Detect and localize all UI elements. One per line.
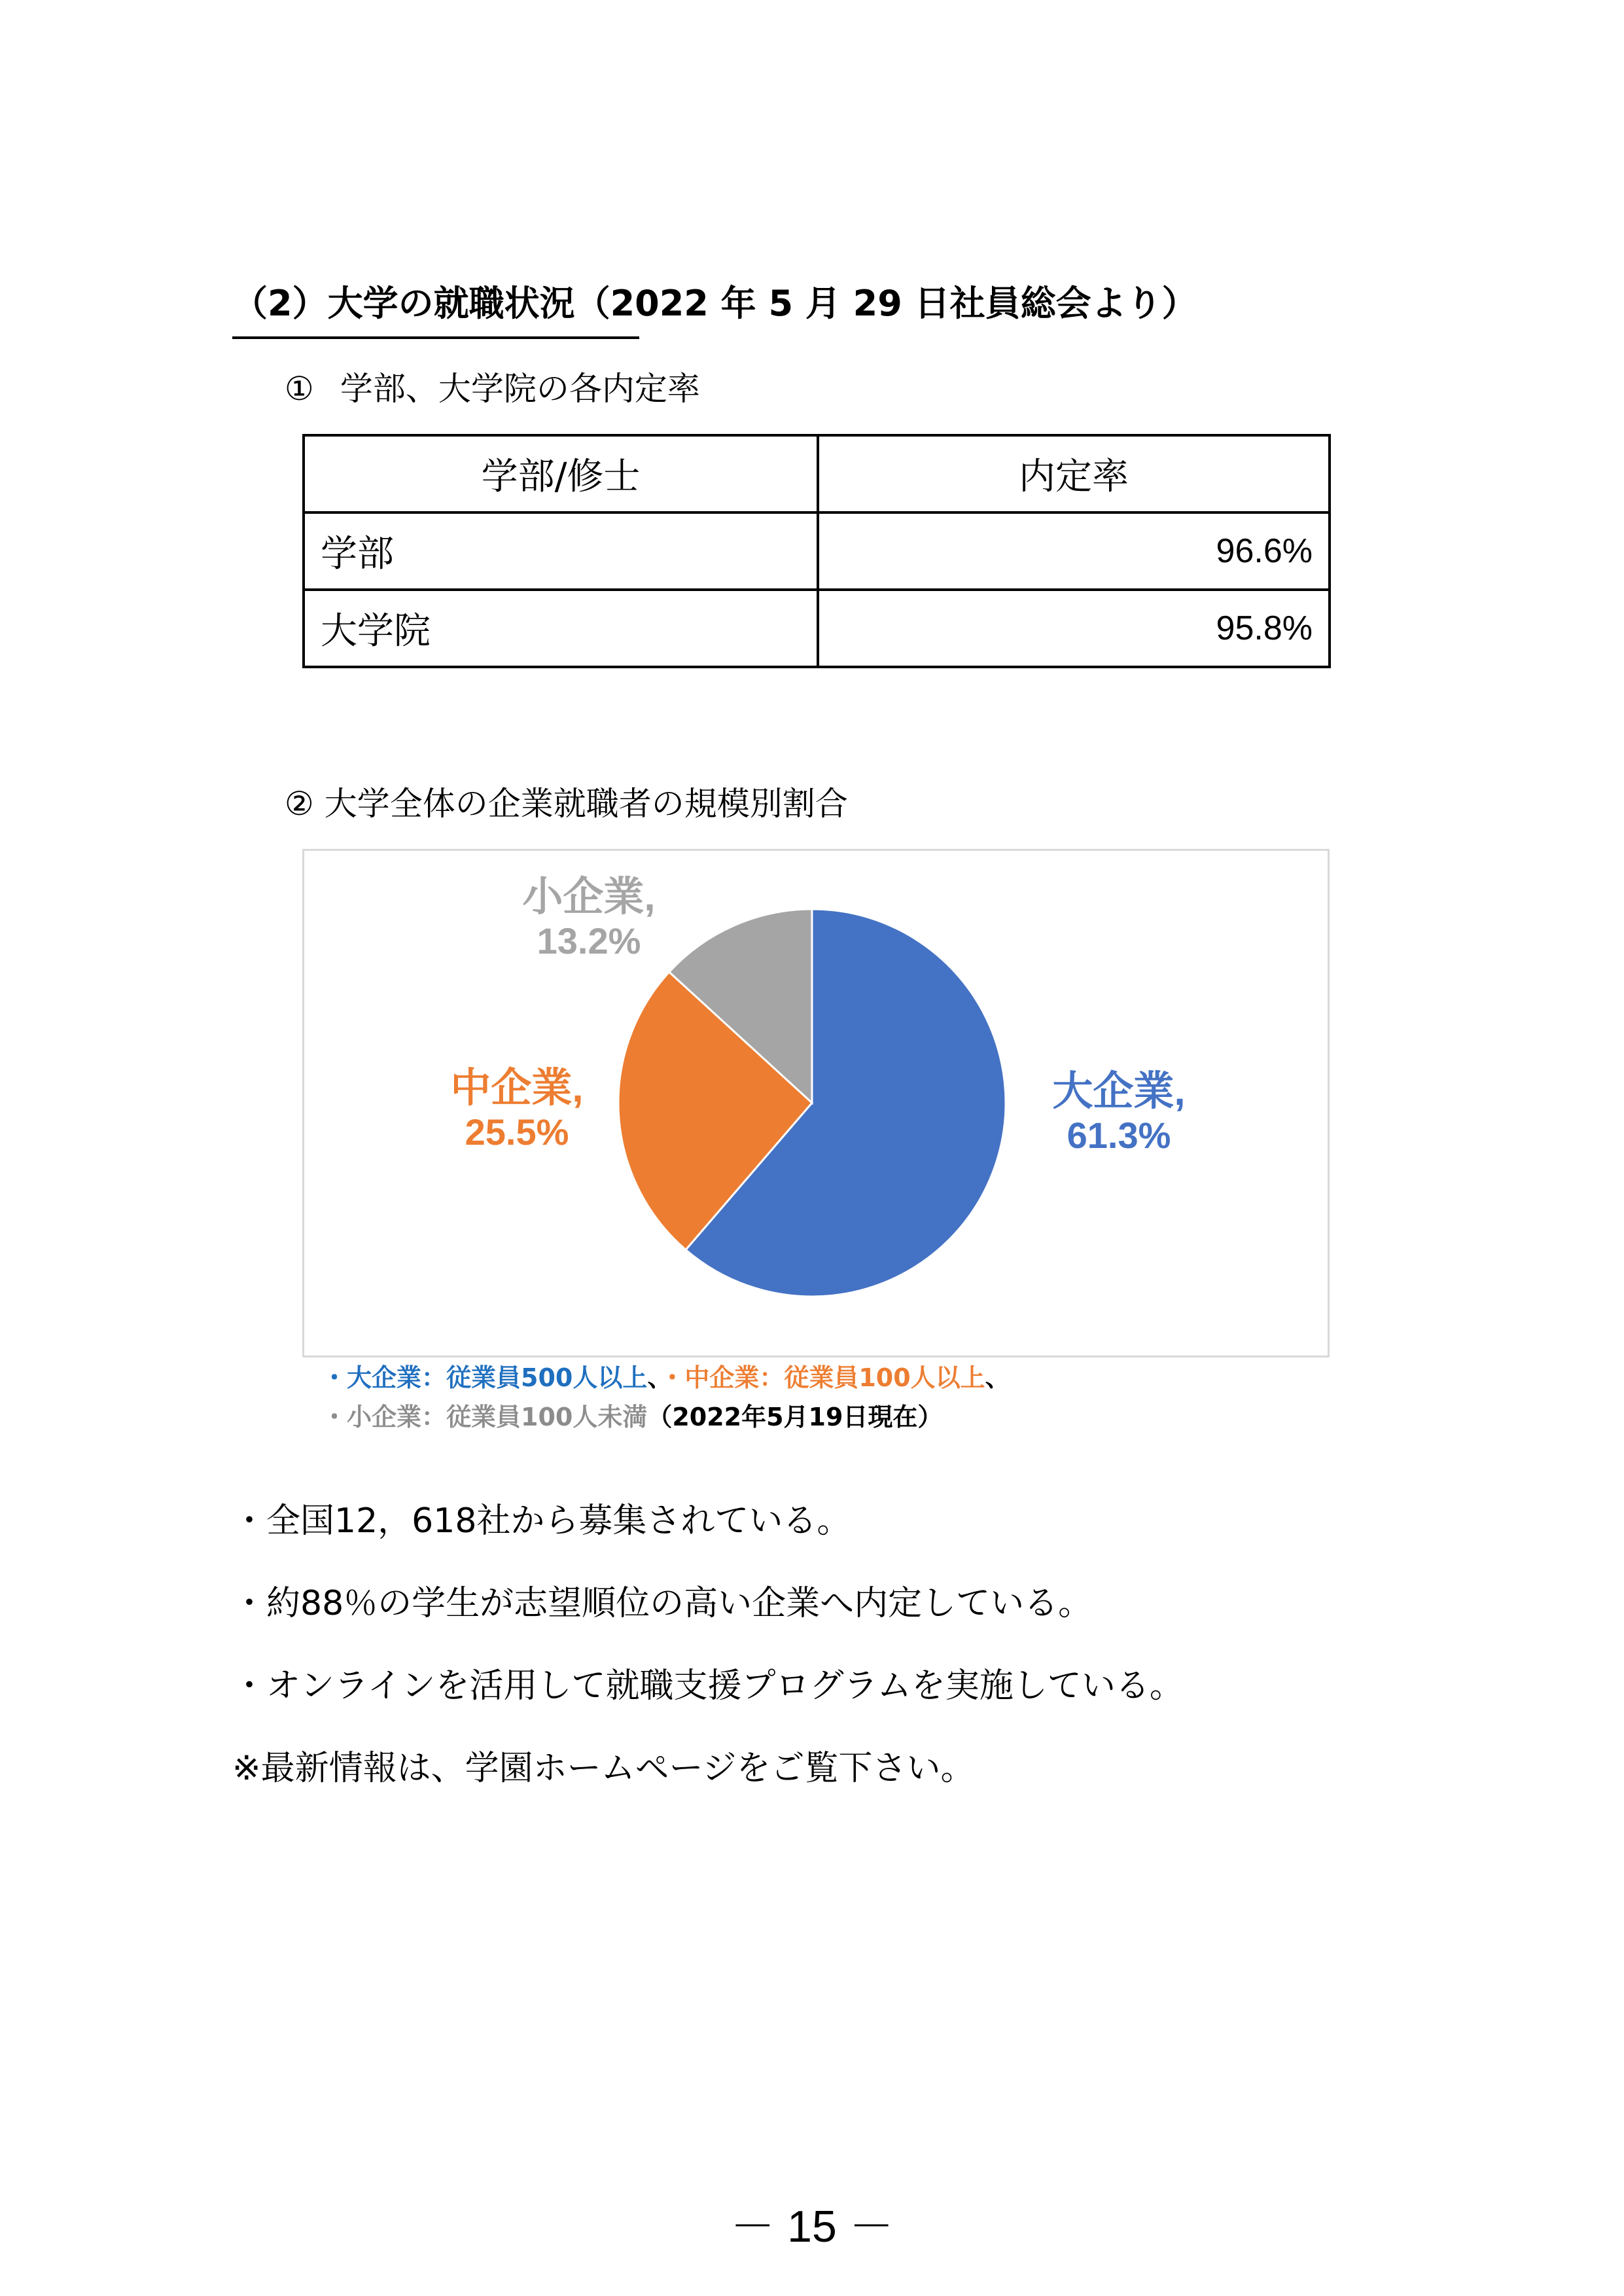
bullet-item-1: ・全国12，618社から募集されている。: [232, 1501, 851, 1541]
note-small-definition: ・小企業：従業員100人未満: [322, 1403, 648, 1431]
pie-label-small: [497, 874, 680, 963]
pie-label-small-name: 小企業,: [522, 874, 656, 920]
header-category: 学部/修士: [304, 435, 818, 512]
pie-label-large-value: 61.3%: [1067, 1115, 1171, 1157]
chart-note-line1: [322, 1363, 1010, 1393]
note-separator-end: 、: [985, 1363, 1010, 1392]
pie-label-medium-name: 中企業,: [450, 1066, 584, 1111]
row-label-graduate: 大学院: [304, 590, 818, 667]
row-value-undergrad: 96.6%: [818, 512, 1330, 590]
pie-label-medium-value: 25.5%: [465, 1111, 569, 1153]
offer-rate-table: [302, 434, 1331, 668]
row-label-undergrad: 学部: [304, 512, 818, 590]
section-title: （2）大学の就職状況（2022 年 5 月 29 日社員総会より）: [232, 283, 1197, 324]
pie-label-large: [1027, 1068, 1210, 1157]
title-underline: [232, 336, 639, 339]
bullet-item-3: ・オンラインを活用して就職支援プログラムを実施している。: [232, 1666, 1184, 1706]
table-section-label: 学部、大学院の各内定率: [340, 370, 700, 408]
pie-label-medium: [425, 1065, 609, 1154]
bullet-item-2: ・約88％の学生が志望順位の高い企業へ内定している。: [232, 1584, 1093, 1623]
note-date: （2022年5月19日現在）: [647, 1403, 943, 1431]
pie-label-small-value: 13.2%: [537, 920, 641, 962]
table-header-row: [304, 435, 1330, 512]
table-row: [304, 590, 1330, 667]
page-number: － 15 －: [730, 2202, 894, 2251]
note-large-definition: ・大企業：従業員500人以上: [322, 1363, 648, 1392]
bullet-item-4: ※最新情報は、学園ホームページをご覧下さい。: [232, 1749, 975, 1788]
table-row: [304, 512, 1330, 590]
note-separator: 、: [647, 1363, 660, 1392]
row-value-graduate: 95.8%: [818, 590, 1330, 667]
header-rate: 内定率: [818, 435, 1330, 512]
chart-note-line2: [322, 1403, 942, 1433]
note-medium-definition: ・中企業：従業員100人以上: [660, 1363, 985, 1392]
chart-section-title: ② 大学全体の企業就職者の規模別割合: [285, 785, 848, 823]
table-section-title: [285, 369, 700, 408]
table-section-number: ①: [285, 370, 314, 408]
pie-label-large-name: 大企業,: [1052, 1069, 1186, 1114]
